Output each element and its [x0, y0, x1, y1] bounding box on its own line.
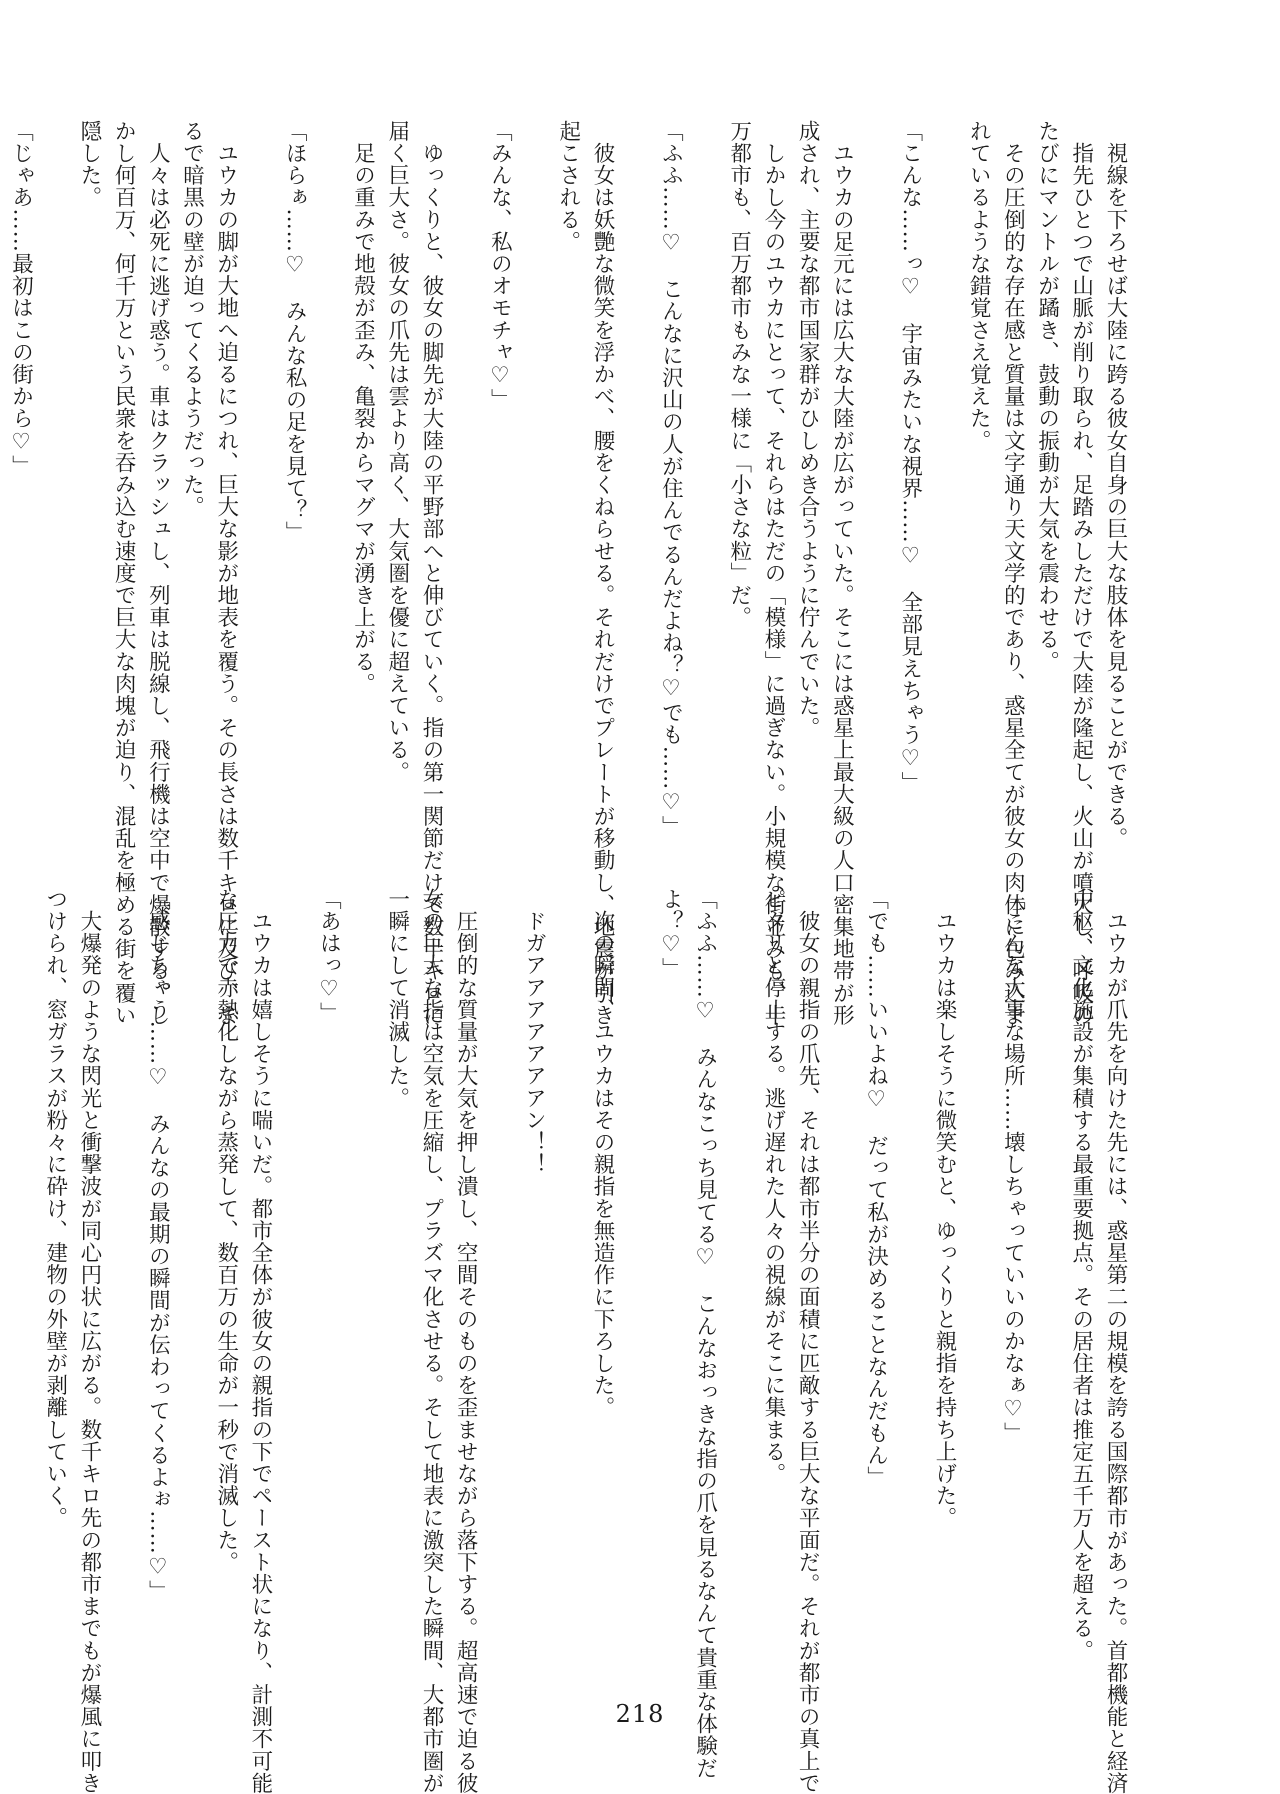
blank-line [824, 888, 858, 1630]
text-line: ユウカは嬉しそうに喘いだ。都市全体が彼女の親指の下でペースト状になり、計測不可能 [247, 888, 273, 1794]
blank-line [858, 120, 892, 840]
text-line: 「みんな、私のオモチャ♡」 [487, 120, 513, 411]
text-line: 「こんな……っ♡ 宇宙みたいな視界……♡ 全部見えちゃう♡」 [897, 120, 923, 794]
text-line: 彼女は妖艷な微笑を浮かべ、腰をくねらせる。それだけでプレートが移動し、地震が引き [589, 120, 615, 1027]
text-line: 起こされる。 [555, 120, 581, 253]
text-line: その圧倒的な存在感と質量は文字通り天文学的であり、惑星全てが彼女の肉体に包み込ま [1000, 120, 1026, 1027]
text-line: 中枢、文化施設が集積する最重要拠点。その居住者は推定五千万人を超える。 [1068, 888, 1094, 1662]
text-line: ピタリと停止する。逃げ遅れた人々の視線がそこに集まる。 [760, 888, 786, 1485]
text-line: 「じゃあ……最初はこの街から♡」 [8, 120, 34, 478]
text-line: 「ほらぁ……♡ みんな私の足を見て？」 [282, 120, 308, 544]
text-line: るで暗黒の壁が迫ってくるようだった。 [179, 120, 205, 518]
blank-line [174, 888, 208, 1630]
text-line: ゆっくりと、彼女の脚先が大陸の平野部へと伸びていく。指の第一関節だけで数十キロに [418, 120, 444, 1027]
text-line: な圧力で赤熱化しながら蒸発して、数百万の生命が一秒で消滅した。 [213, 888, 239, 1574]
text-line: 女の巨大な指は空気を圧縮し、プラズマ化させる。そして地表に激突した瞬間、大都市圏が [418, 888, 444, 1794]
blank-line [516, 120, 550, 840]
blank-line [448, 120, 482, 840]
text-line: よ？♡」 [658, 888, 684, 980]
text-line: つけられ、窓ガラスが粉々に砕け、建物の外壁が剥離していく。 [42, 888, 68, 1529]
blank-line [345, 888, 379, 1630]
text-line: たびにマントルが蹫き、鼓動の振動が大気を震わせる。 [1034, 120, 1060, 673]
text-line: 隠した。 [76, 120, 102, 209]
text-line: 万都市も、百万都市もみな一様に「小さな粒」だ。 [726, 120, 752, 629]
text-line: 届く巨大さ。彼女の爪先は雲より高く、大気圏を優に超えている。 [384, 120, 410, 783]
blank-line [927, 120, 961, 840]
text-line: 視線を下ろせば大陸に跨る彼女自身の巨大な肢体を見ることができる。 [1103, 120, 1128, 850]
text-line: 指先ひとつで山脈が削り取られ、足踏みしただけで大陸が隆起し、火山が噴火し、呼吸の [1068, 120, 1094, 1027]
text-line: 「ふふ……♡ みんなこっち見てる♡ こんなおっきな指の爪を見るなんて貴重な体験だ [692, 888, 718, 1779]
blank-line [722, 888, 756, 1630]
page-number: 218 [615, 1700, 665, 1728]
text-line: れているような錯覚さえ覚えた。 [966, 120, 992, 452]
text-line: 大爆発のような閃光と衝撃波が同心円状に広がる。数千キロ先の都市までもが爆風に叩き [76, 888, 102, 1794]
text-line: かし何百万、何千万という民衆を吞み込む速度で巨大な肉塊が迫り、混乱を極める街を覆い [111, 120, 137, 1027]
text-line: 一瞬にして消滅した。 [384, 888, 410, 1109]
text-line: 「でも……いいよね♡ だって私が決めることなんだもん」 [863, 888, 889, 1489]
text-line: ユウカが爪先を向けた先には、惑星第二の規模を誇る国際都市があった。首都機能と経済 [1103, 888, 1128, 1794]
text-line: 「あはっ♡」 [316, 888, 342, 1025]
blank-line [551, 888, 585, 1630]
text-line: 「こんな大事な場所……壊しちゃっていいのかなぁ♡」 [1000, 888, 1026, 1444]
blank-line [38, 120, 72, 840]
text-line: 人々は必死に逃げ惑う。車はクラッシュし、列車は脱線し、飛行機は空中で爆散する。し [145, 120, 171, 1027]
blank-line [619, 888, 653, 1630]
blank-line [893, 888, 927, 1630]
text-line: しかし今のユウカにとって、それらはただの「模様」に過ぎない。小規模な街並みも、十 [760, 120, 786, 1027]
blank-line [243, 120, 277, 840]
text-line: 「ふふ……♡ こんなに沢山の人が住んでるんだよね？♡でも……♡」 [658, 120, 684, 838]
text-line: 彼女の親指の爪先、それは都市半分の面積に匹敵する巨大な平面だ。それが都市の真上で [795, 888, 821, 1794]
text-line: 成され、主要な都市国家群がひしめき合うように佇んでいた。 [795, 120, 821, 739]
text-line: 「感じちゃう……♡ みんなの最期の瞬間が伝わってくるよぉ……♡」 [145, 888, 171, 1603]
blank-line [961, 888, 995, 1630]
text-line: ドガアアアアアアアン！！ [521, 888, 547, 1176]
text-line: 次の瞬間、ユウカはその親指を無造作に下ろした。 [589, 888, 615, 1419]
blank-line [1029, 888, 1063, 1630]
blank-line [687, 120, 721, 840]
text-line: 圧倒的な質量が大気を押し潰し、空間そのものを歪ませながら落下する。超高速で迫る彼 [453, 888, 479, 1794]
text-line: ユウカの足元には広大な大陸が広がっていた。そこには惑星上最大級の人口密集地帯が形 [829, 120, 855, 1027]
blank-line [106, 888, 140, 1630]
text-line: 足の重みで地殻が歪み、亀裂からマグマが湧き上がる。 [350, 120, 376, 695]
blank-line [277, 888, 311, 1630]
text-line: ユウカは楽しそうに微笑むと、ゆっくりと親指を持ち上げた。 [931, 888, 957, 1529]
text-line: ユウカの脚が大地へ迫るにつれ、巨大な影が地表を覆う。その長さは数千キロに及び、ま [213, 120, 239, 1027]
blank-line [482, 888, 516, 1630]
blank-line [311, 120, 345, 840]
blank-line [619, 120, 653, 840]
